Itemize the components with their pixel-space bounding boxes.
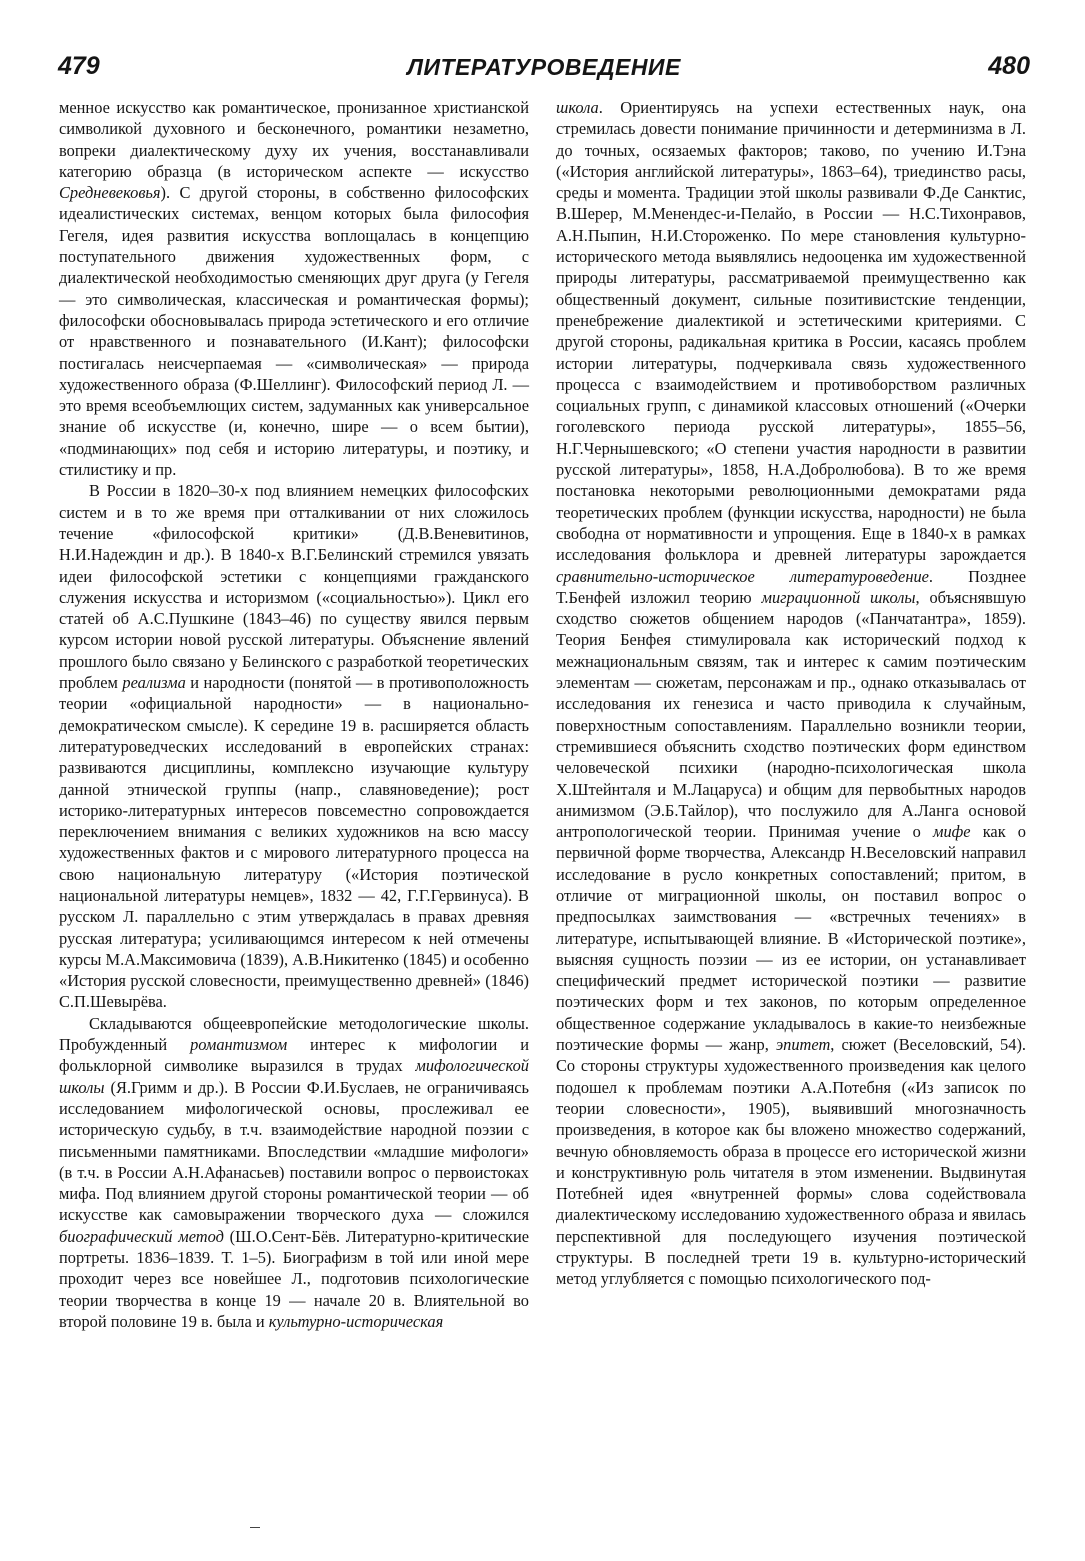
running-head-title: ЛИТЕРАТУРОВЕДЕНИЕ <box>407 54 681 80</box>
left-page-number: 479 <box>58 52 100 80</box>
paragraph: Складываются общеевропейские методологические школы. Пробужденный романтизмом интерес к мифологии и фольклорной символике выразился в трудах мифологической школы (Я.Гримм и др.). В России Ф.И.Буслаев, не ограничиваясь исследованием мифологической основы, прослеживал ее историческую судьбу, в т.ч. взаимодействие народной поэзии с письменными памятниками. Впоследствии «младшие мифологи» (в т.ч. в России А.Н.Афанасьев) поставили вопрос о первоистоках мифа. Под влиянием другой стороны романтической теории — об искусстве как самовыражении творческого духа — сложился биографический метод (Ш.О.Сент-Бёв. Литературно-критические портреты. 1836–1839. Т. 1–5). Биографизм в той или иной мере проходит через все новейшее Л., подготовив психологические теории творчества в конце 19 — начале 20 в. Влиятельной во второй половине 19 в. была и культурно-историческая <box>59 1013 529 1331</box>
italic-term: миграционной школы <box>761 587 916 607</box>
right-text-column <box>556 97 1026 1290</box>
italic-term: реализма <box>122 673 186 693</box>
italic-term: биографический метод <box>59 1226 224 1246</box>
italic-term: романтизмом <box>190 1035 288 1055</box>
italic-term: Средневековья <box>59 183 161 203</box>
paragraph: В России в 1820–30-х под влиянием немецких философских систем и в то же время при отталкивании от них сложилось течение «философской критики» (Д.В.Веневитинов, Н.И.Надеждин и др.). В 1840-х В.Г.Белинский стремился увязать идеи философской эстетики с концепциями гражданского служения искусства и историзмом («социальностью»). Цикл его статей об А.С.Пушкине (1843–46) по существу явился первым курсом истории новой русской литературы. Объяснение явлений прошлого было связано у Белинского с разработкой теоретических проблем реализма и народности (понятой — в противоположность теории «официальной народности» — в национально-демократическом смысле). К середине 19 в. расширяется область литературоведческих исследований в европейских странах: развиваются дисциплины, комплексно изучающие культуру данной этнической группы (напр., славяноведение); рост историко-литературных интересов повсеместно сопровождается переключением внимания с великих художников на всю массу художественных фактов и с мирового литературного процесса на свою национальную литературу («История поэтической национальной литературы немцев», 1832 — 42, Г.Г.Гервинуса). В русском Л. параллельно с этим утверждалась в правах древняя русская литература; усиливающимся интересом к ней отмечены курсы М.А.Максимовича (1839), А.В.Никитенко (1845) и особенно «История русской словесности, преимущественно древней» (1846) С.П.Шевырёва. <box>59 481 529 1012</box>
italic-term: мифе <box>933 822 971 842</box>
italic-term: мифологической школы <box>59 1056 529 1097</box>
paragraph: менное искусство как романтическое, пронизанное христианской символикой духовного и бесконечного, романтики незаметно, вопреки диалектическому духу их учения, восстанавливали категорию образца (в историческом аспекте — искусство Средневековья). С другой стороны, в собственно философских идеалистических системах, венцом которых была философия Гегеля, идея развития искусства воплощалась в концепцию поступательного движения художественных форм, с диалектической необходимостью сменяющих друг друга (у Гегеля — это символическая, классическая и романтическая формы); философски обосновывалась природа эстетического и его отличие от нравственного и познавательного (И.Кант); философски постигалась неисчерпаемая — «символическая» — природа художественного образа (Ф.Шеллинг). Философский период Л. — это время всеобъемлющих систем, задуманных как универсальное знание об искусстве (и, конечно, шире — о всем бытии), «подминающих» под себя и историю литературы, и поэтику, и стилистику и пр. <box>59 98 529 480</box>
page-header <box>58 52 1030 88</box>
footer-mark <box>250 1527 260 1528</box>
italic-term: эпитет <box>775 1035 831 1055</box>
right-page-number: 480 <box>988 52 1030 80</box>
italic-term: культурно-историческая <box>268 1311 444 1331</box>
left-text-column <box>59 97 529 1332</box>
paragraph: школа. Ориентируясь на успехи естественных наук, она стремилась довести понимание причинности и детерминизма в Л. до точных, осязаемых факторов; таково, по учению И.Тэна («История английской литературы», 1863–64), триединство расы, среды и момента. Традиции этой школы развивали Ф.Де Санктис, В.Шерер, М.Менендес-и-Пелайо, в России — Н.С.Тихонравов, А.Н.Пыпин, Н.И.Стороженко. По мере становления культурно-исторического метода выявлялись недооценка им художественной природы литературы, рассматриваемой преимущественно как общественный документ, сильные позитивистские тенденции, пренебрежение диалектикой и эстетическими критериями. С другой стороны, радикальная критика в России, касаясь проблем истории литературы, подчеркивала связь художественного процесса с взаимодействием и противоборством различных социальных групп, с динамикой классовых отношений («Очерки гоголевского периода русской литературы», 1855–56, Н.Г.Чернышевского; «О степени участия народности в развитии русской литературы», 1858, Н.А.Добролюбова). В то же время постановка некоторыми революционными демократами ряда теоретических проблем (функции искусства, народности) не была свободна от нормативности и упрощения. Еще в 1840-х в рамках исследования фольклора и древней литературы зарождается сравнительно-историческое литературоведение. Позднее Т.Бенфей изложил теорию миграционной школы, объяснявшую сходство сюжетов общением народов («Панчатантра», 1859). Теория Бенфея стимулировала как исторический подход к межнациональным связям, так и интерес к самим поэтическим элементам — сюжетам, персонажам и пр., однако отказывалась от исследования их генезиса и часто приводила к случайным, поверхностным сопоставлениям. Параллельно возникли теории, стремившиеся объяснить сходство поэтических форм единством человеческой психики (народно-психологическая школа Х.Штейнталя и М.Лацаруса) и общим для первобытных народов анимизмом (Э.Б.Тайлор), что послужило для А.Ланга основой антропологической теории. Принимая учение о мифе как о первичной форме творчества, Александр Н.Веселовский направил исследование в русло конкретных сопоставлений; притом, в отличие от миграционной школы, он поставил вопрос о предпосылках заимствования — «встречных течениях» в литературе, испытывающей влияние. В «Исторической поэтике», выясняя сущность поэзии — из ее истории, он устанавливает специфический предмет исторической поэтики — развитие поэтических форм и тех законов, по которым определенное общественное содержание укладывалось в какие-то неизбежные поэтические формы — жанр, эпитет, сюжет (Веселовский, 54). Со стороны структуры художественного произведения как целого подошел к проблемам поэтики А.А.Потебня («Из записок по теории словесности», 1905), выявивший многозначность произведения, в которое как бы вложено множество содержаний, вечную обновляемость образа в процессе его исторической жизни и конструктивную роль читателя в этом изменении. Выдвинутая Потебней идея «внутренней формы» слова содействовала диалектическому исследованию художественного образа и явилась перспективной для последующего изучения поэтической структуры. В последней трети 19 в. культурно-исторический метод углубляется с помощью психологического под- <box>556 98 1026 1289</box>
italic-term: сравнительно-историческое литературоведение <box>556 566 929 586</box>
italic-term: школа <box>556 98 599 117</box>
